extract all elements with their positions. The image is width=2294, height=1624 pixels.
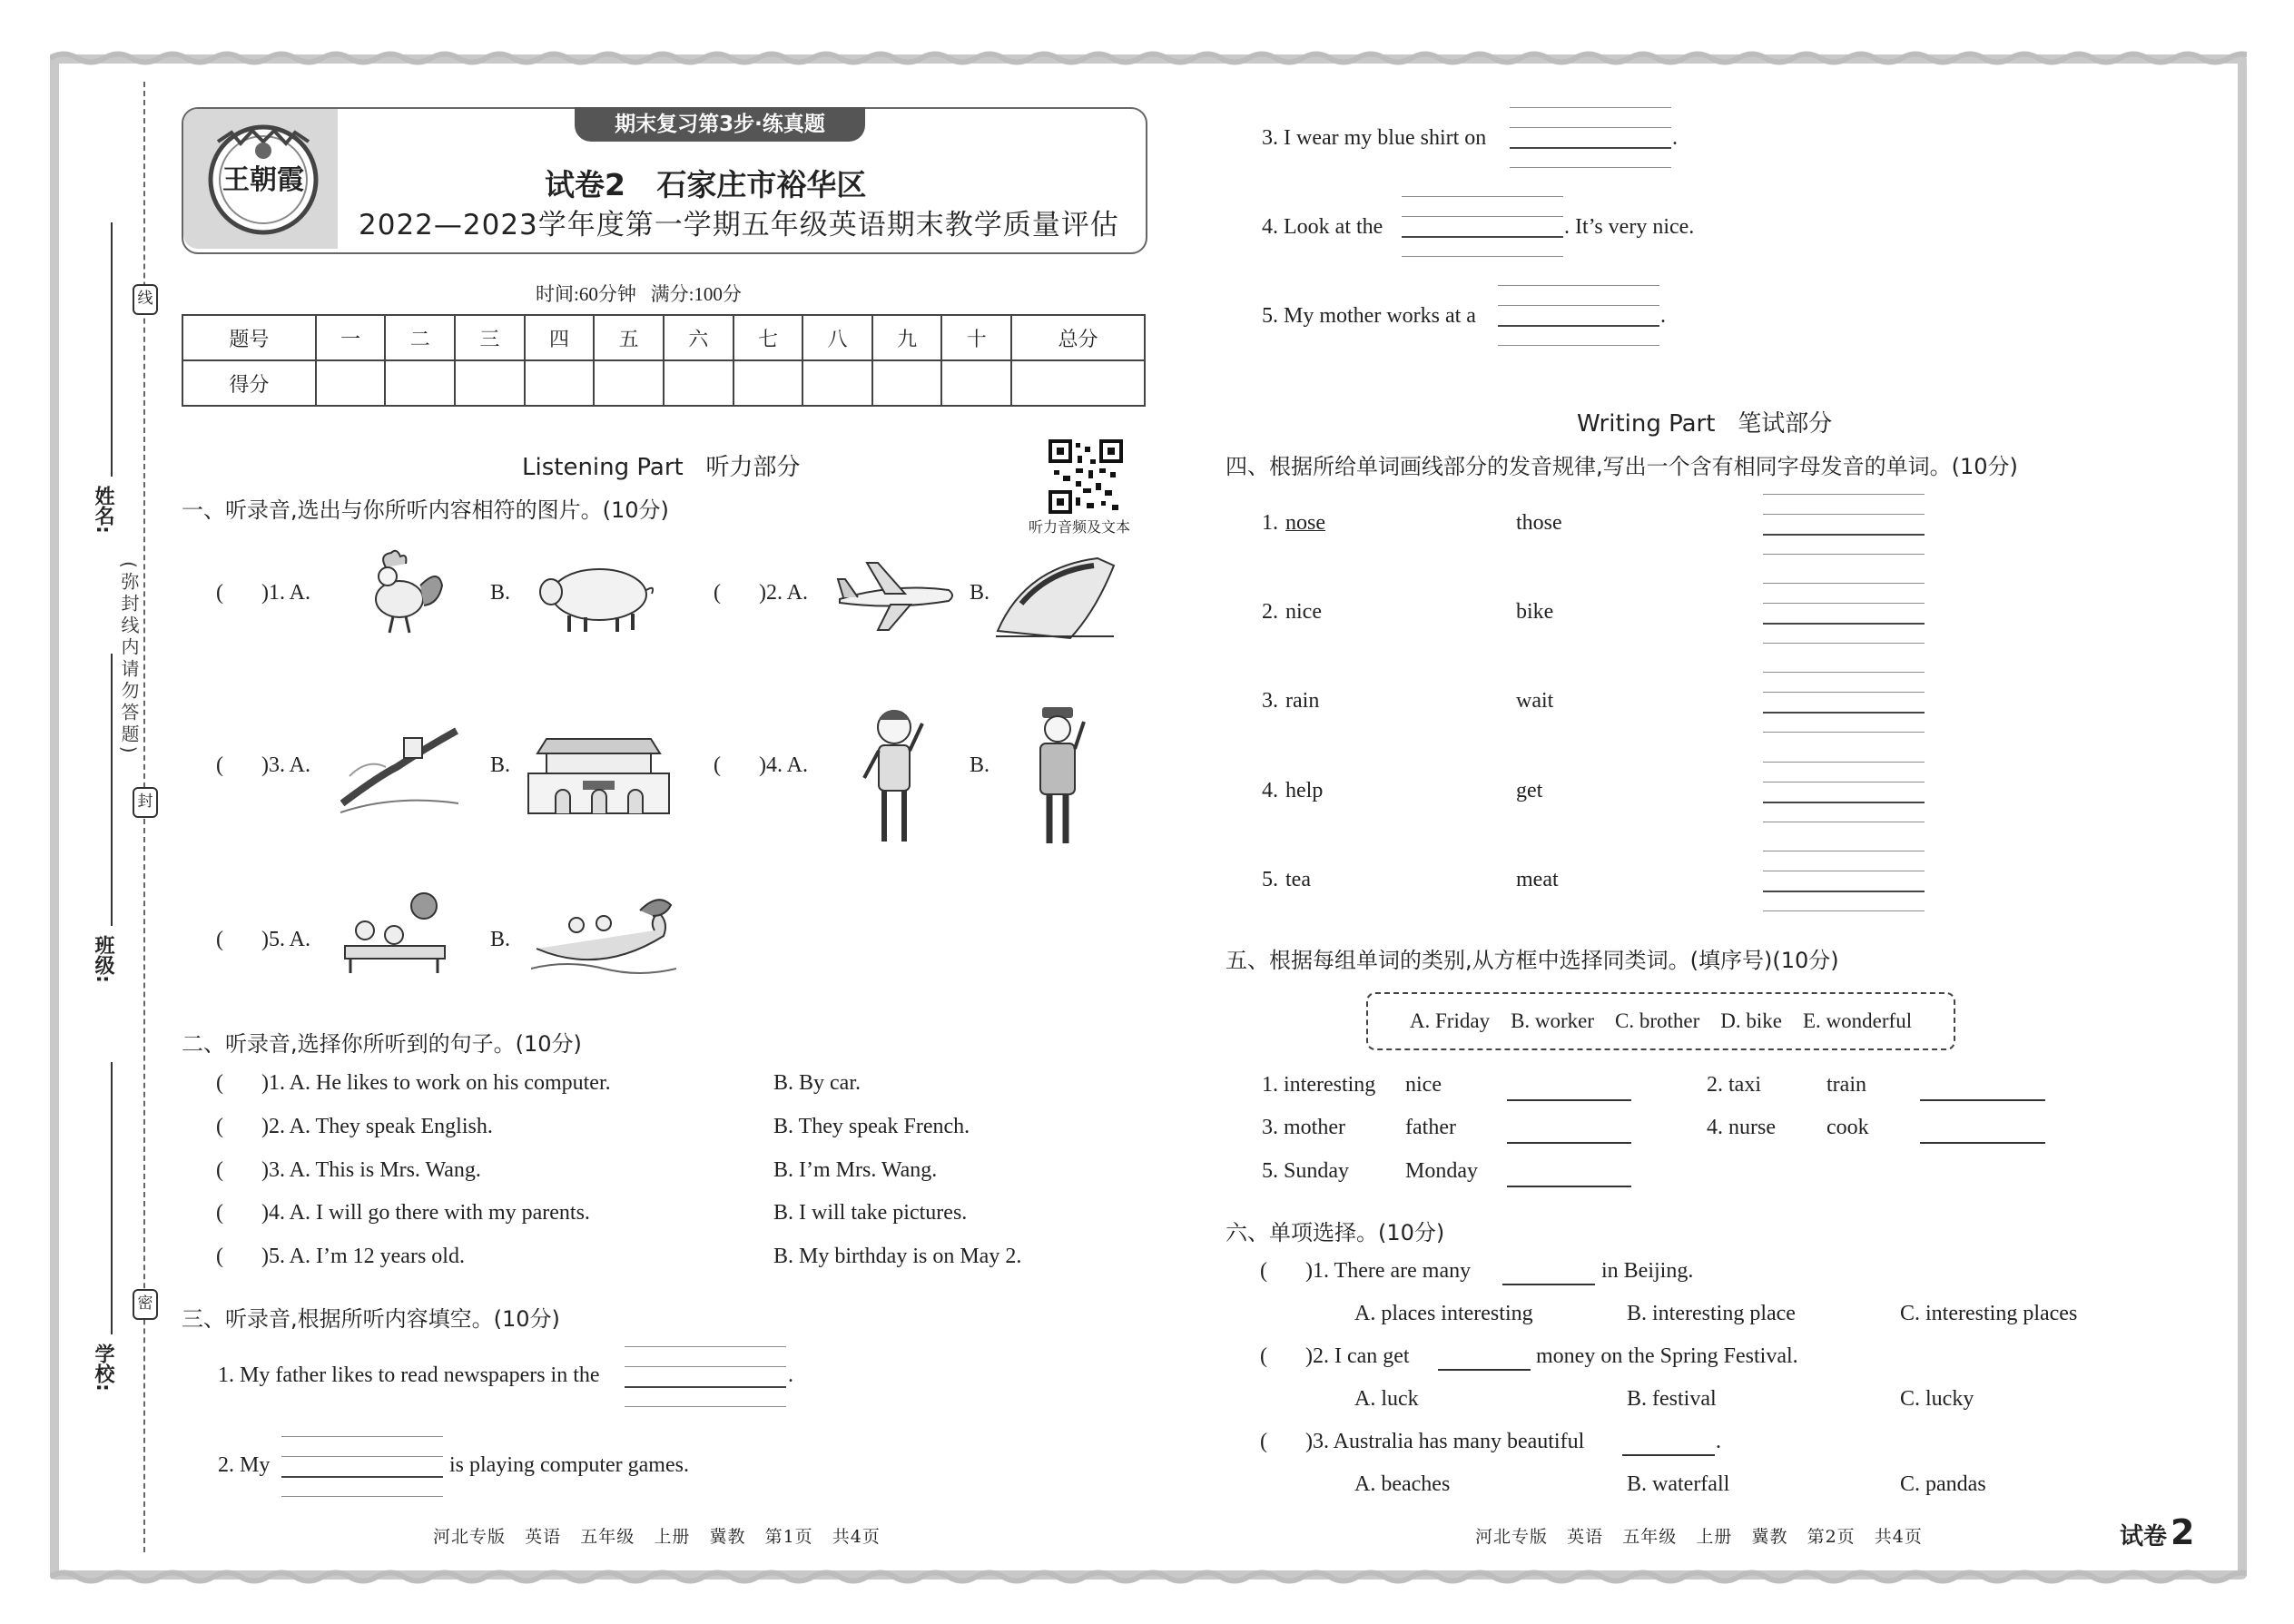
score-table-header-row [182, 315, 1145, 360]
s5-q2-w1: 2. taxi [1707, 1073, 1761, 1097]
s6-q2-pre: ( )2. I can get [1260, 1344, 1410, 1368]
s2-q1-a: ( )1. A. He likes to work on his computer. [216, 1071, 611, 1095]
s4-q1-w2: those [1516, 511, 1562, 535]
score-input[interactable] [455, 360, 525, 406]
tiananmen-picture[interactable] [519, 726, 678, 817]
score-input[interactable] [941, 360, 1011, 406]
header-banner: 期末复习第3步·练真题 [575, 107, 865, 142]
s4-q2-w2: bike [1516, 600, 1554, 624]
s2-q5-a: ( )5. A. I’m 12 years old. [216, 1245, 465, 1268]
s6-q1-option-b[interactable]: B. interesting place [1627, 1302, 1796, 1325]
s4-q3-w1: rain [1285, 689, 1320, 713]
score-input[interactable] [594, 360, 664, 406]
s1-q4: ( )4. A. [714, 753, 808, 777]
s4-q5-w2: meat [1516, 868, 1559, 891]
s3-q3-pre: 3. I wear my blue shirt on [1262, 126, 1487, 150]
s5-q4-blank[interactable] [1920, 1142, 2045, 1144]
s1-q3-b: B. [490, 753, 511, 777]
name-field-line[interactable] [111, 222, 113, 477]
qr-code-icon[interactable] [1049, 439, 1123, 514]
s6-q1-option-c[interactable]: C. interesting places [1900, 1302, 2078, 1325]
s6-q1-blank[interactable] [1502, 1284, 1595, 1285]
s2-q3-b: B. I’m Mrs. Wang. [773, 1158, 938, 1182]
s1-q1-b: B. [490, 581, 511, 605]
score-cell: 四 [525, 315, 595, 360]
score-input[interactable] [664, 360, 733, 406]
wave-border-top [50, 50, 2247, 66]
s6-q2-option-c[interactable]: C. lucky [1900, 1387, 1974, 1411]
s1-q2: ( )2. A. [714, 581, 808, 605]
paper-title: 试卷2 石家庄市裕华区 [545, 167, 867, 202]
score-cell: 题号 [182, 315, 316, 360]
score-cell: 一 [316, 315, 386, 360]
section-6-title: 六、单项选择。(10分) [1226, 1220, 1445, 1245]
s6-q1-option-a[interactable]: A. places interesting [1354, 1302, 1533, 1325]
binding-note: (弥封线内请勿答题) [118, 561, 140, 757]
s2-q3-a: ( )3. A. This is Mrs. Wang. [216, 1158, 481, 1182]
airplane-picture[interactable] [831, 554, 958, 635]
score-input[interactable] [802, 360, 872, 406]
s6-q3-option-a[interactable]: A. beaches [1354, 1472, 1451, 1496]
dragon-boat-picture[interactable] [531, 885, 676, 980]
time-score: 时间:60分钟 满分:100分 [536, 283, 742, 305]
score-cell: 十 [941, 315, 1011, 360]
s4-q5-answer-lines[interactable] [1763, 851, 1925, 910]
police-picture[interactable] [1026, 704, 1089, 849]
section-2-title: 二、听录音,选择你所听到的句子。(10分) [182, 1031, 582, 1057]
s3-q2-answer-lines[interactable] [281, 1436, 443, 1496]
score-cell: 总分 [1011, 315, 1145, 360]
s6-q2-option-b[interactable]: B. festival [1627, 1387, 1717, 1411]
s5-q5-w1: 5. Sunday [1262, 1159, 1349, 1183]
s6-q2-option-a[interactable]: A. luck [1354, 1387, 1419, 1411]
logo-text: 王朝霞 [222, 164, 304, 196]
s4-q3-answer-lines[interactable] [1763, 672, 1925, 732]
s6-q2-blank[interactable] [1438, 1369, 1531, 1371]
writing-title: Writing Part 笔试部分 [1577, 410, 1833, 438]
s4-q3-no: 3. [1262, 689, 1278, 713]
s5-q5-w2: Monday [1405, 1159, 1478, 1183]
binding-mark-close: 密 [133, 1289, 158, 1320]
listening-title: Listening Part 听力部分 [522, 454, 801, 481]
score-table [182, 314, 1146, 407]
score-input[interactable] [385, 360, 455, 406]
s3-q3-post: . [1672, 126, 1678, 150]
s6-q3-post: . [1716, 1430, 1721, 1453]
s3-q1-post: . [788, 1363, 793, 1387]
s1-q3: ( )3. A. [216, 753, 310, 777]
section-3-title: 三、听录音,根据所听内容填空。(10分) [182, 1306, 560, 1332]
s2-q1-b: B. By car. [773, 1071, 861, 1095]
s2-q2-b: B. They speak French. [773, 1115, 970, 1138]
s6-q3-blank[interactable] [1622, 1454, 1715, 1456]
score-input[interactable] [733, 360, 803, 406]
s6-q1-post: in Beijing. [1601, 1259, 1694, 1283]
school-label: 学校: [92, 1343, 114, 1392]
s4-q5-no: 5. [1262, 868, 1278, 891]
worker-boy-picture[interactable] [853, 704, 935, 849]
s4-q4-w2: get [1516, 779, 1543, 802]
s5-q3-blank[interactable] [1507, 1142, 1631, 1144]
class-field-line[interactable] [111, 654, 113, 926]
s5-q2-blank[interactable] [1920, 1099, 2045, 1101]
s4-q4-w1: help [1285, 779, 1324, 802]
footer-left: 河北专版 英语 五年级 上册 冀教 第1页 共4页 [433, 1527, 881, 1547]
s6-q2-post: money on the Spring Festival. [1536, 1344, 1798, 1368]
s3-q2-pre: 2. My [218, 1453, 271, 1477]
rooster-picture[interactable] [350, 549, 449, 640]
s4-q1-no: 1. [1262, 511, 1278, 535]
s5-q5-blank[interactable] [1507, 1186, 1631, 1187]
class-label: 班级: [92, 935, 114, 983]
s3-q2-post: is playing computer games. [449, 1453, 689, 1477]
s4-q4-no: 4. [1262, 779, 1278, 802]
binding-mark-line: 线 [133, 284, 158, 315]
brand-logo [200, 114, 327, 241]
score-cell: 八 [802, 315, 872, 360]
s4-q2-answer-lines[interactable] [1763, 583, 1925, 643]
s4-q1-answer-lines[interactable] [1763, 494, 1925, 554]
qr-caption: 听力音频及文本 [1029, 520, 1131, 536]
score-cell: 六 [664, 315, 733, 360]
s4-q3-w2: wait [1516, 689, 1554, 713]
footer-right: 河北专版 英语 五年级 上册 冀教 第2页 共4页 [1475, 1527, 1923, 1547]
s4-q1-w1: nose [1285, 511, 1325, 535]
s5-q4-w1: 4. nurse [1707, 1116, 1776, 1139]
s3-q4-answer-lines[interactable] [1402, 196, 1563, 256]
s2-q5-b: B. My birthday is on May 2. [773, 1245, 1022, 1268]
s5-q2-w2: train [1826, 1073, 1866, 1097]
paper-tag-label: 试卷 [2120, 1523, 2168, 1550]
name-label: 姓名: [92, 486, 114, 534]
s1-q5: ( )5. A. [216, 928, 310, 951]
s1-q4-b: B. [970, 753, 990, 777]
s3-q4-post: . It’s very nice. [1564, 215, 1695, 239]
s3-q1-answer-lines[interactable] [625, 1346, 786, 1406]
wave-border-bottom [50, 1569, 2247, 1585]
s3-q5-pre: 5. My mother works at a [1262, 304, 1476, 328]
s5-q1-blank[interactable] [1507, 1099, 1631, 1101]
pig-picture[interactable] [531, 554, 658, 635]
s6-q1-pre: ( )1. There are many [1260, 1259, 1472, 1283]
s1-q1: ( )1. A. [216, 581, 310, 605]
score-cell: 九 [872, 315, 942, 360]
paper-tag-number: 2 [2171, 1512, 2195, 1552]
binding-mark-seal: 封 [133, 787, 158, 818]
score-cell: 七 [733, 315, 803, 360]
s5-q1-w1: 1. interesting [1262, 1073, 1376, 1097]
score-cell: 五 [594, 315, 664, 360]
s4-q2-w1: nice [1285, 600, 1322, 624]
s2-q4-b: B. I will take pictures. [773, 1201, 968, 1225]
score-label: 得分 [182, 360, 316, 406]
score-input[interactable] [525, 360, 595, 406]
s5-q3-w2: father [1405, 1116, 1456, 1139]
s2-q4-a: ( )4. A. I will go there with my parents. [216, 1201, 590, 1225]
section-1-title: 一、听录音,选出与你所听内容相符的图片。(10分) [182, 497, 669, 523]
s3-q1-pre: 1. My father likes to read newspapers in the [218, 1363, 600, 1387]
s5-q1-w2: nice [1405, 1073, 1442, 1097]
score-cell: 三 [455, 315, 525, 360]
score-input[interactable] [316, 360, 386, 406]
s1-q2-b: B. [970, 581, 990, 605]
s4-q5-w1: tea [1285, 868, 1311, 891]
train-picture[interactable] [994, 549, 1117, 640]
s5-word-box: A. Friday B. worker C. brother D. bike E. wonderful [1366, 992, 1955, 1050]
s3-q5-post: . [1660, 304, 1666, 328]
paper-tag [2120, 1512, 2194, 1552]
section-4-title: 四、根据所给单词画线部分的发音规律,写出一个含有相同字母发音的单词。(10分) [1226, 454, 2018, 479]
school-field-line[interactable] [111, 1062, 113, 1334]
s5-q4-w2: cook [1826, 1116, 1869, 1139]
score-input[interactable] [1011, 360, 1145, 406]
s3-q3-answer-lines[interactable] [1510, 107, 1671, 167]
s5-q3-w1: 3. mother [1262, 1116, 1345, 1139]
s2-q2-a: ( )2. A. They speak English. [216, 1115, 493, 1138]
score-table-score-row [182, 360, 1145, 406]
mooncake-family-picture[interactable] [338, 890, 460, 976]
s3-q4-pre: 4. Look at the [1262, 215, 1383, 239]
score-input[interactable] [872, 360, 942, 406]
s6-q3-pre: ( )3. Australia has many beautiful [1260, 1430, 1585, 1453]
s4-q4-answer-lines[interactable] [1763, 762, 1925, 822]
s3-q5-answer-lines[interactable] [1498, 285, 1659, 345]
s6-q3-option-c[interactable]: C. pandas [1900, 1472, 1986, 1496]
score-cell: 二 [385, 315, 455, 360]
s1-q5-b: B. [490, 928, 511, 951]
paper-subtitle: 2022—2023学年度第一学期五年级英语期末教学质量评估 [359, 209, 1119, 241]
s4-q2-no: 2. [1262, 600, 1278, 624]
s6-q3-option-b[interactable]: B. waterfall [1627, 1472, 1730, 1496]
great-wall-picture[interactable] [340, 722, 458, 822]
section-5-title: 五、根据每组单词的类别,从方框中选择同类词。(填序号)(10分) [1226, 948, 1839, 973]
